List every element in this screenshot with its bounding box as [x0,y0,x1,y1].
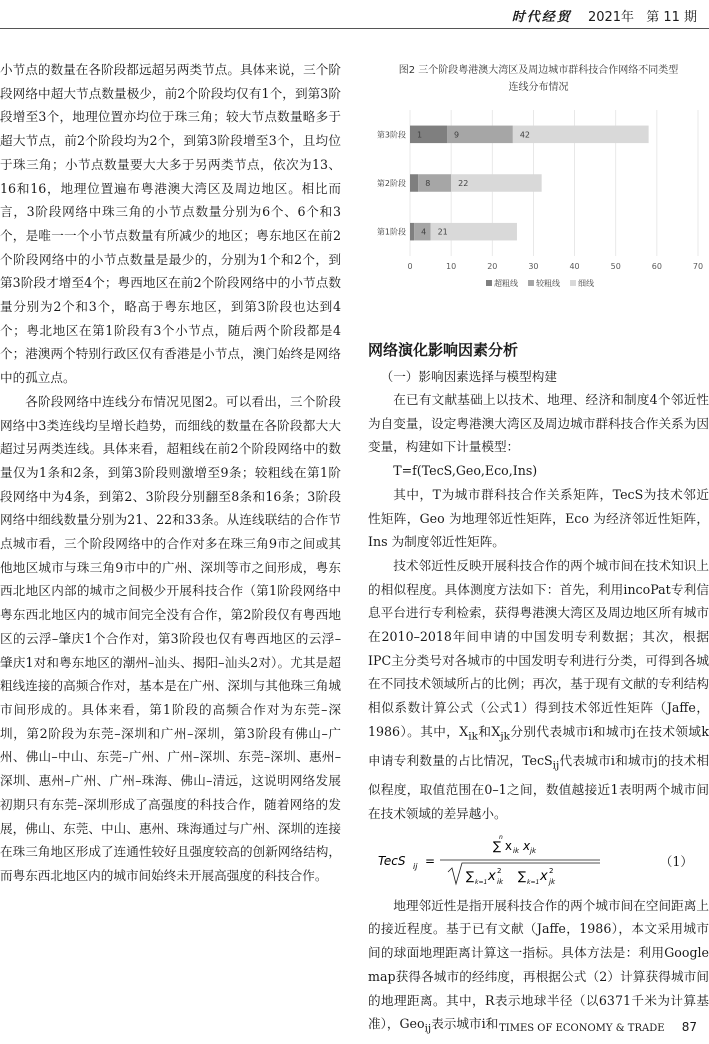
section-title: 网络演化影响因素分析 [368,341,519,359]
page-number: 87 [681,1020,697,1034]
subscript: ik [468,730,478,743]
right-column [368,333,709,1041]
header-issue: 第 11 期 [646,10,697,25]
magazine-name: 时代经贸 [511,10,572,25]
bar-segment [410,174,418,192]
formula-sum-lower: k=1 [527,878,540,886]
formula-sub: jk [549,877,555,886]
category-label: 第3阶段 [376,130,406,140]
formula-sub: ik [497,877,503,886]
page-footer [499,1020,697,1034]
figure-caption-line-1: 图2 三个阶段粤港澳大湾区及周边城市群科技合作网络不同类型 [398,65,679,76]
data-label: 9 [454,130,460,140]
formula-sub: jk [530,846,536,855]
right-paragraph-2: 其中，T为城市群科技合作关系矩阵，TecS为技术邻近性矩阵，Geo 为地理邻近性矩阵，Eco 为经济邻近性矩阵，Ins 为制度邻近性矩阵。 [368,486,709,550]
left-paragraph-1: 小节点的数量在各阶段都远超另两类节点。具体来说，三个阶段网络中超大节点数量极少，前2个阶段均仅有1个，到第3阶段增至3个，地理位置亦均位于珠三角；较大节点数量略多于超大节点，前2个阶段均为2个，到第3阶段增至3个，且均位于珠三角；小节点数量要大大多于另两类节点，依次为13、16和16，地理位置遍布粤港澳大湾区及周边地区。相比而言，3阶段网络中珠三角的小节点数量分别为6个、6个和3个，是唯一一个小节点数量有所减少的地区；粤东地区在前2个阶段网络中的小节点数量是最少的，分别为1个和2个，到第3阶段才增至4个；粤西地区在前2个阶段网络中的小节点数量分别为2个和3个，略高于粤东地区，到第3阶段也达到4个；粤北地区在第1阶段有3个小节点，随后两个阶段都是4个；港澳两个特别行政区仅有香港是小节点，澳门始终是网络中的孤立点。 [0,62,341,386]
formula-graphic [368,832,668,890]
figure-caption-line-2: 连线分布情况 [508,82,569,93]
legend-swatch [528,280,534,286]
formula-numerator: ∑ x [493,838,513,853]
formula-lhs-sub: ij [413,861,418,871]
model-equation: T=f(TecS,Geo,Eco,Ins) [393,463,538,479]
text-span: 地理邻近性是指开展科技合作的两个城市间在空间距离上的接近程度。基于已有文献（Jaffe，1986），本文采用城市间的球面地理距离计算这一指标。具体方法是：利用Google map获得各城市的经纬度，再根据公式（2）计算获得城市间的地理距离。其中，R表示地球半径（以6371千米为计算基准），Geo [368,897,709,1032]
data-label: 8 [425,179,431,188]
formula-sum-upper: n [499,833,503,841]
x-tick-label: 60 [651,262,662,271]
x-tick-label: 30 [528,262,539,271]
formula-square: 2 [497,866,502,875]
svg-text:∑: ∑ [466,868,475,883]
text-span: 技术邻近性反映开展科技合作的两个城市间在技术知识上的相似程度。具体测度方法如下：首先，利用incoPat专利信息平台进行专利检索，获得粤港澳大湾区及周边地区所有城市在2010–2018年间申请的中国发明专利数据；其次，根据IPC主分类号对各城市的中国发明专利进行分类，可得到各城在不同技术领域所占的比例；再次，基于现有文献的专利结构相似系数计算公式（公式1）得到技术邻近性矩阵（Jaffe，1986）。其中，X [368,557,709,739]
left-paragraph-2: 各阶段网络中连线分布情况见图2。可以看出，三个阶段网络中3类连线均呈增长趋势，而细线的数量在各阶段都大大超过另两类连线。具体来看，超粗线在前2个阶段网络中的数量仅为1条和2条，到第3阶段则激增至9条；较粗线在第1阶段网络中为4条，到第2、3阶段分别翻至8条和16条；3阶段网络中细线数量分别为21、22和33条。从连线联结的合作节点城市看，三个阶段网络中的合作对多在珠三角9市之间或其他地区城市与珠三角9市中的广州、深圳等市之间形成，粤东西北地区内部的城市之间极少开展科技合作（第1阶段网络中粤东西北地区内的城市间完全没有合作，第2阶段仅有粤西地区的云浮–肇庆1个合作对，第3阶段也仅有粤西地区的云浮–肇庆1对和粤东地区的潮州–汕头、揭阳–汕头2对）。尤其是超粗线连接的高频合作对，基本是在广州、深圳与其他珠三角城市间形成的。具体来看，第1阶段的高频合作对为东莞–深圳，第2阶段为东莞–深圳和广州–深圳，第3阶段有佛山–广州、佛山–中山、东莞–广州、广州–深圳、东莞–深圳、惠州–深圳、惠州–广州、广州–珠海、佛山–清远，这说明网络发展初期只有东莞–深圳形成了高强度的科技合作，随着网络的发展，佛山、东莞、中山、惠州、珠海通过与广州、深圳的连接在珠三角地区形成了连通性较好且强度较高的创新网络结构，而粤东西北地区内的城市间始终未开展高强度的科技合作。 [0,393,341,883]
page-header [0,0,709,30]
data-label: 22 [458,179,469,188]
subscript: ij [424,1022,432,1035]
x-tick-label: 0 [407,262,413,271]
formula-sub: ik [513,846,519,855]
formula-number: （1） [659,853,693,869]
formula-var: x [540,868,548,884]
x-tick-label: 70 [692,262,704,271]
right-paragraph-3 [368,554,709,826]
left-column [0,58,341,888]
formula-sum-lower: k=1 [475,878,488,886]
x-tick-label: 10 [446,262,457,271]
formula-equals: = [425,853,436,868]
header-rule [0,28,709,29]
data-label: 21 [437,227,448,237]
text-span: 代表城市i和城市j的技术相似程度，取值范围在0–1之间，数值越接近1表明两个城市间在技术领域的差异越小。 [368,753,709,821]
subscript: ij [552,759,560,772]
formula-square: 2 [549,866,554,875]
legend-label: 超粗线 [494,279,518,288]
subscript: jk [500,730,510,743]
text-span: 分别代表城市i和城市j在技术领域k申请专利数量的占比情况，TecS [368,723,709,769]
legend-label: 细线 [578,279,594,288]
figure-2 [368,62,709,297]
data-label: 4 [421,227,427,237]
text-span: 表示城市i和 [431,1016,499,1032]
x-tick-label: 40 [569,262,580,271]
x-tick-label: 50 [610,262,621,271]
bar-segment [418,174,451,192]
text-span: 和X [477,723,501,739]
x-tick-label: 20 [487,262,498,271]
stacked-bar-chart [368,96,709,292]
header-info [512,6,697,25]
formula-var: x [523,838,531,853]
legend-label: 较粗线 [536,279,560,288]
formula-1 [368,832,709,890]
bar-segment [513,126,649,144]
figure-caption [368,62,709,96]
category-label: 第1阶段 [376,227,406,237]
svg-text:∑: ∑ [518,868,527,883]
bar-segment [410,223,414,241]
legend-swatch [486,280,492,286]
subsection-title: （一）影响因素选择与模型构建 [380,369,557,384]
data-label: 42 [519,130,531,140]
bar-segment [410,126,447,144]
header-year: 2021年 [587,10,635,25]
journal-name: TIMES OF ECONOMY & TRADE [499,1023,665,1034]
data-label: 1 [417,130,423,140]
formula-lhs: TecS [378,853,406,868]
category-label: 第2阶段 [376,179,406,188]
formula-var: x [488,868,496,884]
right-paragraph-1: 在已有文献基础上以技术、地理、经济和制度4个邻近性为自变量，设定粤港澳大湾区及周边城市群科技合作关系为因变量，构建如下计量模型： [368,392,709,455]
legend-swatch [570,280,576,286]
